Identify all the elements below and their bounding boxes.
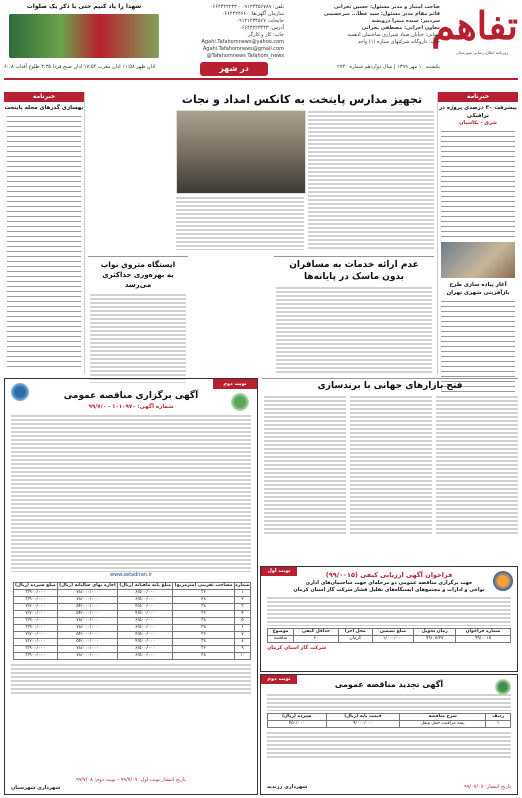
market-article-col-3 <box>264 395 346 535</box>
table-row <box>14 618 251 625</box>
renewal-ad-title: آگهی تجدید مناقصه عمومی <box>334 680 444 689</box>
table-header-cell: قیمت پایه (ریال) <box>326 714 400 721</box>
market-article-col-2 <box>350 395 432 535</box>
table-cell: ۱ <box>234 590 250 597</box>
main-article-title: تجهیز مدارس پایتخت به کانکس امداد و نجات <box>181 93 423 106</box>
tender-ad-1-body <box>11 414 251 572</box>
tender-ad-1 <box>4 378 258 795</box>
table-cell: ۳/۹۰۰/۰۰۰ <box>14 618 58 625</box>
table-header-cell: اجاره بهای سالیانه (ریال) <box>59 583 116 588</box>
left-column-body <box>7 114 81 370</box>
table-header-cell: مبلغ سپرده (ریال) <box>15 583 56 588</box>
table-cell: ۷۸/۰۰۰/۰۰۰ <box>57 590 117 597</box>
table-cell: ۳/۹۰۰/۰۰۰ <box>14 597 58 604</box>
table-cell: ۱ <box>486 721 511 728</box>
main-article-body-right <box>308 110 434 250</box>
right-column-header: خبرنامه <box>438 92 518 102</box>
renewal-ad-footer-dates: تاریخ انتشار: ۹۹/۰۷/۰۷ <box>464 784 511 790</box>
mid-right-article <box>274 256 434 375</box>
contact-line: آدرس: ۰۶۶۴۳۲۲۳۴۳۳ <box>239 25 284 31</box>
table-cell: ۹۹/۰۰۱۵ <box>455 636 510 643</box>
table-row <box>14 639 251 646</box>
tender-ad-1-title: آگهی برگزاری مناقصه عمومی <box>63 391 199 401</box>
right-item-photo <box>441 242 515 278</box>
renewal-ad-footer-sign: شهرداری زرندیه <box>267 784 308 790</box>
table-cell: ۲۸ <box>173 597 235 604</box>
right-item1-title: پیشرفت ۳۰ درصدی پروژه در ترافیکی <box>439 105 517 119</box>
contact-line: سازمان آگهی‌ها: ۰۶۶۴۴۲۴۶۶۰ <box>221 11 284 17</box>
gas-ad-title: فراخوان آگهی ارزیابی کیفی (۹۹/۰۰۱۵) <box>325 571 453 579</box>
prayer-times: اذان ظهر ۱۱:۵۸ اذان مغرب ۱۷:۵۴ اذان صبح فردا ۴:۳۵ طلوع آفتاب ۶:۰۸ <box>4 64 156 70</box>
renewal-ad-emblem-icon <box>495 679 511 695</box>
table-cell: ۷۸/۰۰۰/۰۰۰ <box>57 625 117 632</box>
right-item1-subtitle: شرق - تکاسیان <box>459 120 497 126</box>
table-cell: ۹ <box>234 646 250 653</box>
main-article <box>170 92 434 252</box>
table-cell: ۶/۵۰۰/۰۰۰ <box>118 590 173 597</box>
table-cell: ۶/۵۰۰/۰۰۰ <box>118 653 173 660</box>
table-cell: ۶/۵۰۰/۰۰۰ <box>118 646 173 653</box>
table-cell: بیمه مراقبت حمل ونقل <box>400 721 486 728</box>
table-header-cell: سپرده (ریال) <box>268 714 327 721</box>
contact-line: چاپخانه: ۰۹۱۲۱۲۳۴۵۶۷ <box>236 18 284 24</box>
table-row <box>14 590 251 597</box>
table-header-cell: شرح مناقصه <box>400 714 486 721</box>
right-item2-title: آغاز پیاده سازی طرح <box>449 282 507 288</box>
renewal-ad-footer-body <box>267 731 511 759</box>
table-cell: ۳۶ <box>173 632 235 639</box>
table-cell: ۷۸/۰۰۰/۰۰۰ <box>57 618 117 625</box>
table-cell: ۶/۵۰۰/۰۰۰ <box>118 618 173 625</box>
table-cell: ۴/۵۰۰/۰۰۰ <box>118 611 173 618</box>
right-item2-title2: بازآفرینی شهری تهران <box>446 290 510 296</box>
table-cell: ۳/۹۰۰/۰۰۰ <box>14 625 58 632</box>
masthead <box>0 0 522 90</box>
table-header-cell: زمان تحویل <box>414 629 456 636</box>
table-cell: ۳۸ <box>173 625 235 632</box>
table-row <box>14 597 251 604</box>
table-header-cell: مبلغ تضمین <box>372 629 414 636</box>
tender-ad-1-emblem-icon <box>231 393 249 411</box>
mid-left-title-1: ایستگاه متروی نواب <box>100 260 176 269</box>
table-cell: ۶/۵۰۰/۰۰۰ <box>118 597 173 604</box>
left-column-header: خبرنامه <box>4 92 84 102</box>
table-row <box>14 604 251 611</box>
logo-tagline: روزنامه اطلاع رسانی شهرستان <box>455 50 509 55</box>
table-header-cell: حداقل کیفی <box>294 629 339 636</box>
renewal-ad-badge: نوبت دوم <box>261 675 297 684</box>
section-badge: در شهر <box>200 62 268 76</box>
masthead-owner-block <box>290 4 440 62</box>
table-cell: ۹/۰۰۰/۰۰۰ <box>326 721 400 728</box>
table-cell: ۷۸/۰۰۰/۰۰۰ <box>57 653 117 660</box>
table-cell: ۳۸ <box>173 604 235 611</box>
mid-right-title-2: بدون ماسک در پایانه‌ها <box>303 272 405 282</box>
masthead-rule <box>4 78 518 80</box>
owner-line: سردبیر: سیده میترا درویشه <box>371 18 440 24</box>
contact-line: تلفن: ۰۹۱۲۳۴۵۶۷۸۹ - ۰۶۶۴۴۲۲۲۳۳ <box>209 4 284 10</box>
table-header-cell: شماره فراخوان <box>455 629 510 636</box>
tender-ad-1-website: www.setadiran.ir <box>110 572 152 578</box>
social-line: @Tafahomnews Tafahom_news <box>206 53 284 59</box>
table-cell: ۴/۵۰۰/۰۰۰ <box>118 632 173 639</box>
table-cell: ۵۴/۰۰۰/۰۰۰ <box>57 632 117 639</box>
gas-ad-footer: شرکت گاز استان کرمان <box>267 645 327 651</box>
table-header-cell: شماره <box>235 583 250 588</box>
tender-ad-1-footer-body <box>11 663 251 695</box>
table-cell: ۵۴/۰۰۰/۰۰۰ <box>57 604 117 611</box>
table-cell: ۸ <box>234 639 250 646</box>
table-cell: ۷۸/۰۰۰/۰۰۰ <box>57 597 117 604</box>
owner-line: نشانی: خیابان صیاد شیرازی ساختمان ادهمیه <box>347 32 440 38</box>
table-cell: ۷۸/۰۰۰/۰۰۰ <box>57 646 117 653</box>
table-cell: ۲/۷۰۰/۰۰۰ <box>14 632 58 639</box>
gas-tender-ad <box>260 566 518 672</box>
tender-ad-1-footer-sign: شهرداری شهرستان <box>11 785 61 791</box>
table-header-cell: مساحت تقریبی (مترمربع) <box>174 583 233 588</box>
table-cell: ۵۴/۰۰۰/۰۰۰ <box>57 639 117 646</box>
main-article-photo <box>176 110 306 194</box>
table-cell: ۴۵۰/۰۰۰ <box>268 721 327 728</box>
table-header-cell: موضوع <box>268 629 294 636</box>
table-cell: مناقصه <box>268 636 294 643</box>
gas-ad-subtitle: جهت برگزاری مناقصه عمومی دو مرحله‌ای جهت ساختمان‌های اداری <box>305 580 473 586</box>
market-article-col-1 <box>436 395 518 535</box>
table-header-cell: ردیف <box>486 714 511 721</box>
tender-ad-1-logo-icon <box>11 383 29 401</box>
table-cell: ۴ <box>234 611 250 618</box>
table-header-row <box>14 583 251 590</box>
table-row <box>14 625 251 632</box>
table-row <box>14 632 251 639</box>
table-cell: ۴/۵۰۰/۰۰۰ <box>118 639 173 646</box>
right-news-column <box>437 92 518 374</box>
mid-right-title-1: عدم ارائه خدمات به مسافران <box>289 260 419 270</box>
gas-company-logo-icon <box>493 571 513 591</box>
mid-left-article <box>88 256 188 375</box>
table-cell: ۳۶ <box>173 590 235 597</box>
table-header-cell: مبلغ پایه ماهیانه (ریال) <box>119 583 171 588</box>
table-cell: ۲/۷۰۰/۰۰۰ <box>14 639 58 646</box>
market-article <box>262 378 518 565</box>
table-cell: ۳۸ <box>173 618 235 625</box>
table-cell: ۳۸ <box>173 653 235 660</box>
table-cell: ۶ <box>234 625 250 632</box>
table-row <box>14 653 251 660</box>
mid-left-title-2: به بهره‌وری حداکثری می‌رسد <box>102 271 174 289</box>
table-cell: ۶/۵۰۰/۰۰۰ <box>118 625 173 632</box>
left-column-title: بهسازی گذرهای محله پایتخت <box>4 105 84 111</box>
table-row <box>14 646 251 653</box>
mid-left-body <box>90 293 186 383</box>
table-cell: ۱/۰۰۰/۰۰۰ <box>372 636 414 643</box>
table-cell: ۳/۹۰۰/۰۰۰ <box>14 653 58 660</box>
renewal-ad-body <box>267 693 511 711</box>
slogan-image <box>9 14 159 58</box>
table-cell: ۷ <box>234 632 250 639</box>
table-cell: ۹۹/۰۷/۲۷ <box>414 636 456 643</box>
table-cell: ۳/۹۰۰/۰۰۰ <box>14 646 58 653</box>
gas-ad-badge: نوبت اول <box>261 567 297 576</box>
renewal-ad-table <box>267 713 511 728</box>
table-cell: ۱۰ <box>234 653 250 660</box>
left-news-column <box>4 92 85 374</box>
owner-line: معاون اجرایی: مصطفی بحرانی <box>361 25 440 31</box>
masthead-contact-block <box>174 4 284 62</box>
mid-right-body <box>276 286 432 374</box>
table-cell: کرمان <box>339 636 373 643</box>
table-cell: ۴/۵۰۰/۰۰۰ <box>118 604 173 611</box>
table-cell: ۶۰ <box>294 636 339 643</box>
table-header-row <box>268 714 511 721</box>
email-line: Agahi.Tafahomnews@gmail.com <box>202 46 284 52</box>
date-line: یکشنبه ۱۰ مهر ۱۳۹۹ | سال دوازدهم شماره ۲۷۳۰ <box>337 64 440 70</box>
tender-ad-1-subtitle: شماره آگهی: ۱۰۱۰۹۷۰ - ۹۹/۷/۰ <box>88 404 174 410</box>
table-cell: ۳ <box>234 604 250 611</box>
email-line: Agahi.Tafahomnews@yahoo.com <box>201 39 284 45</box>
gas-ad-body <box>267 596 511 626</box>
table-cell: ۲/۷۰۰/۰۰۰ <box>14 604 58 611</box>
gas-ad-subtitle-2: نواحی و ادارات و مجتمع‌های ایستگاه‌های تقلیل فشار شرکت گاز استان کرمان <box>293 587 485 593</box>
table-header-cell: محل اجرا <box>339 629 373 636</box>
main-article-body-left <box>176 196 304 250</box>
table-cell: ۳۶ <box>173 646 235 653</box>
table-cell: ۵ <box>234 618 250 625</box>
table-cell: ۳۶ <box>173 611 235 618</box>
table-row <box>268 721 511 728</box>
owner-line: صاحب امتیاز و مدیر مسئول: حسین بحرانی <box>334 4 440 10</box>
owner-line: چاپ: داروگانه شرکتهای ستاره (۱) واحد <box>357 39 440 45</box>
table-header-row <box>268 629 511 636</box>
tender-ad-1-footer-dates: تاریخ انتشار نوبت اول: ۹۹/۷/۰۷ - نوبت دوم: ۹۹/۷/۰۸ <box>76 777 186 783</box>
table-cell: ۲ <box>234 597 250 604</box>
table-cell: ۳/۹۰۰/۰۰۰ <box>14 590 58 597</box>
tender-ad-1-table <box>13 582 251 660</box>
owner-line: قائم مقام مدیر مسئول: سید عطا... میرحسینی <box>323 11 440 17</box>
tender-ad-1-badge: نوبت دوم <box>213 379 257 389</box>
slogan-box <box>4 2 164 60</box>
table-row <box>268 636 511 643</box>
table-cell: ۲/۷۰۰/۰۰۰ <box>14 611 58 618</box>
gas-ad-table <box>267 628 511 643</box>
contact-line: چاپ: کار و کارگر <box>248 32 284 38</box>
table-cell: ۳۸ <box>173 639 235 646</box>
market-article-title: فتح بازارهای جهانی با برندسازی <box>317 381 463 391</box>
logo-block <box>431 2 518 58</box>
table-row <box>14 611 251 618</box>
logo-text: تفاهم <box>431 3 518 48</box>
right-item1-body <box>441 129 515 239</box>
slogan-text: شهدا را یاد کنیم حتی با ذکر یک صلوات <box>26 3 142 10</box>
renewal-tender-ad <box>260 674 518 795</box>
table-cell: ۵۴/۰۰۰/۰۰۰ <box>57 611 117 618</box>
